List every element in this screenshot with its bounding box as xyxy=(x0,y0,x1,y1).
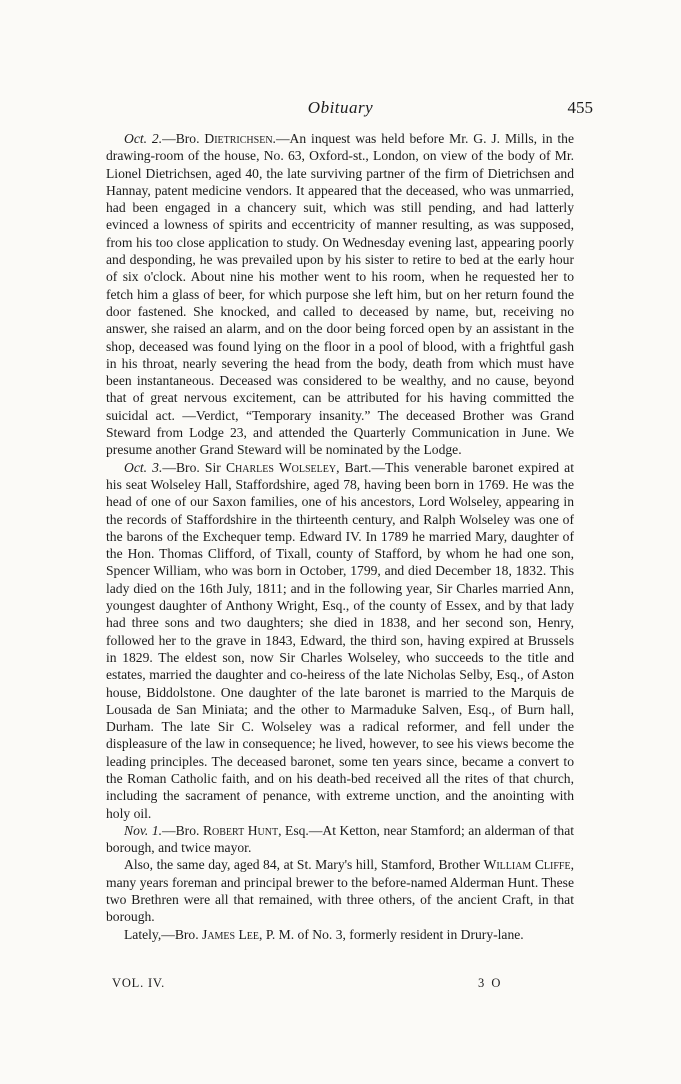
entry-prefix: —Bro. Sir xyxy=(162,459,226,475)
entry-prefix: —Bro. xyxy=(162,822,203,838)
running-title: Obituary xyxy=(307,98,374,117)
obituary-entry-wolseley xyxy=(106,459,574,822)
entry-text: , P. M. of No. 3, formerly resident in Drury-lane. xyxy=(259,926,524,942)
obituary-text xyxy=(106,130,574,943)
entry-text: , Esq.—At Ketton, near Stamford; an alderman of that borough, and twice mayor. xyxy=(106,822,575,856)
obituary-entry-dietrichsen xyxy=(106,130,574,459)
entry-name: William Cliffe xyxy=(483,857,571,873)
entry-prefix: Lately,—Bro. xyxy=(124,926,203,942)
obituary-entry-cliffe xyxy=(106,856,574,925)
obituary-entry-hunt xyxy=(106,822,574,857)
entry-prefix: —Bro. xyxy=(162,131,205,146)
obituary-entry-lee xyxy=(106,926,574,943)
entry-text: , many years foreman and principal brewer to the before-named Alderman Hunt. These two Brethren were all that remained, with three others, of the ancient Craft, in that borough. xyxy=(106,857,574,925)
entry-name: Robert Hunt xyxy=(202,822,279,838)
entry-date: Oct. 3. xyxy=(124,459,163,475)
entry-name: Charles Wolseley xyxy=(225,459,337,475)
entry-date: Oct. 2. xyxy=(124,131,163,146)
page-footer xyxy=(106,976,574,994)
entry-prefix: Also, the same day, aged 84, at St. Mary's hill, Stamford, Brother xyxy=(124,857,484,873)
entry-text: .—An inquest was held before Mr. G. J. Mills, in the drawing-room of the house, No. 63, Oxford-st., London, on view of the body of Mr. Lionel Dietrichsen, aged 40, the late surviving partner of the firm of Dietrichsen and Hannay, patent medicine vendors. It appeared that the deceased, who was unmarried, had been engaged in a chancery suit, which was still pending, and had latterly evinced a lowness of spirits and eccentricity of manner resulting, as was supposed, from his too close application to study. On Wednesday evening last, appearing poorly and desponding, he was prevailed upon by his sister to retire to bed at the early hour of six o'clock. About nine his mother went to his room, when he requested her to fetch him a glass of beer, for which purpose she left him, but on her return found the door fastened. She knocked, and called to deceased by name, but, receiving no answer, she raised an alarm, and on the door being forced open by an assistant in the shop, deceased was found lying on the floor in a pool of blood, with a frightful gash in his throat, nearly severing the head from the body, death from which must have been instantaneous. Deceased was considered to be wealthy, and no cause, beyond that of great nervous excitement, can be attributed for his having committed the suicidal act. —Verdict, “Temporary insanity.” The deceased Brother was Grand Steward from Lodge 23, and attended the Quarterly Communication in June. We presume another Grand Steward will be nominated by the Lodge. xyxy=(106,131,574,458)
signature-mark: 3 O xyxy=(478,976,503,990)
entry-name: Dietrichsen xyxy=(204,131,273,146)
volume-label: VOL. IV. xyxy=(112,976,166,990)
entry-text: , Bart.—This venerable baronet expired at his seat Wolseley Hall, Staffordshire, aged 78, having been born in 1769. He was the head of one of our Saxon families, one of his ancestors, Lord Wolseley, appearing in the records of Staffordshire in the thirteenth century, and Ralph Wolseley was one of the barons of the Exchequer temp. Edward IV. In 1789 he married Mary, daughter of the Hon. Thomas Clifford, of Tixall, county of Stafford, by whom he had one son, Spencer William, who was born in October, 1799, and died December 18, 1832. This lady died on the 16th July, 1811; and in the following year, Sir Charles married Ann, youngest daughter of Anthony Wright, Esq., of the county of Essex, and by that lady had three sons and two daughters; she died in 1838, and her second son, Henry, followed her to the grave in 1843, Edward, the third son, having expired at Brussels in 1829. The eldest son, now Sir Charles Wolseley, who succeeds to the title and estates, married the daughter and co-heiress of the late Nicholas Selby, Esq., of Aston house, Biddolstone. One daughter of the late baronet is married to the Marquis de Lousada de San Miniata; and the other to Marmaduke Salven, Esq., of Burn hall, Durham. The late Sir C. Wolseley was a radical reformer, and fell under the displeasure of the law in consequence; he lived, however, to see his views become the leading principles. The deceased baronet, some ten years since, became a convert to the Roman Catholic faith, and on his death-bed received all the rites of that church, including the sacrament of penance, with extreme unction, and the anointing with holy oil. xyxy=(106,459,574,821)
entry-name: James Lee xyxy=(202,926,260,942)
entry-date: Nov. 1. xyxy=(124,822,163,838)
page-number: 455 xyxy=(567,98,593,117)
page-header xyxy=(0,98,681,124)
